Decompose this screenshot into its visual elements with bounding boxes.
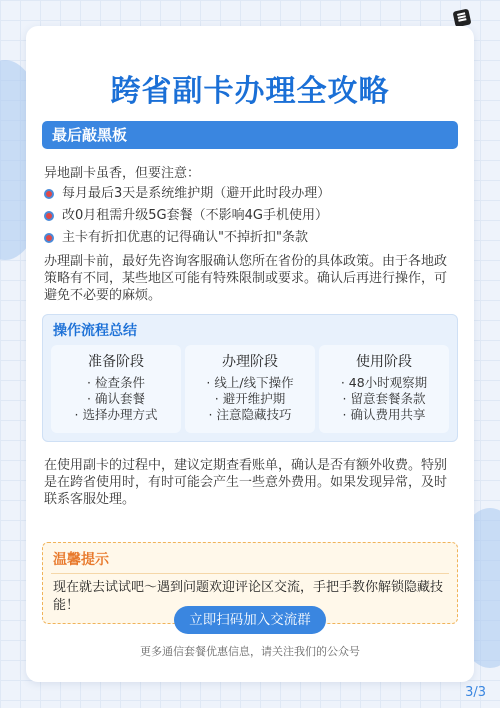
stage-step: · 线上/线下操作	[206, 375, 294, 390]
stage-step: · 选择办理方式	[74, 407, 158, 422]
list-item	[44, 183, 330, 205]
footer-note: 更多通信套餐优惠信息，请关注我们的公众号	[140, 645, 360, 658]
stage-step: · 48小时观察期	[340, 375, 428, 390]
section-heading: 最后敲黑板	[42, 121, 458, 149]
stage-name: 使用阶段	[356, 354, 412, 370]
stage-name: 准备阶段	[88, 354, 144, 370]
page-number: 3/3	[465, 685, 486, 700]
usage-paragraph: 在使用副卡的过程中，建议定期查看账单，确认是否有额外收费。特别是在跨省使用时，有时可能会产生一些意外费用。如果发现异常，及时联系客服处理。	[44, 458, 448, 507]
bullet-icon	[44, 189, 54, 199]
bullet-icon	[44, 233, 54, 243]
content-card	[26, 26, 474, 682]
list-item-text: 改0月租需升级5G套餐（不影响4G手机使用）	[62, 208, 328, 223]
process-summary-title: 操作流程总结	[53, 323, 137, 339]
stage-use	[319, 345, 449, 433]
bullet-icon	[44, 211, 54, 221]
stage-prepare	[51, 345, 181, 433]
stage-step: · 避开维护期	[214, 391, 286, 406]
list-item-text: 主卡有折扣优惠的记得确认"不掉折扣"条款	[62, 230, 308, 245]
stage-step: · 注意隐藏技巧	[208, 407, 292, 422]
page-title: 跨省副卡办理全攻略	[110, 74, 390, 109]
list-item-text: 每月最后3天是系统维护期（避开此时段办理）	[62, 186, 331, 201]
list-item	[44, 205, 330, 227]
stage-step: · 确认套餐	[87, 391, 145, 406]
process-summary	[42, 314, 458, 442]
tip-title: 温馨提示	[53, 552, 109, 568]
advice-paragraph: 办理副卡前，最好先咨询客服确认您所在省份的具体政策。由于各地政策略有不同，某些地区可能有特殊限制或要求。确认后再进行操作，可避免不必要的麻烦。	[44, 254, 448, 303]
join-group-button[interactable]: 立即扫码加入交流群	[174, 606, 326, 634]
intro-text: 异地副卡虽香，但要注意：	[44, 166, 201, 181]
stage-step: · 确认费用共享	[342, 407, 426, 422]
notice-list	[44, 183, 330, 249]
stage-name: 办理阶段	[222, 354, 278, 370]
document-icon	[453, 9, 472, 28]
tip-text: 现在就去试试吧～遇到问题欢迎评论区交流，手把手教你解锁隐藏技能！	[53, 580, 444, 613]
list-item	[44, 227, 330, 249]
stage-step: · 留意套餐条款	[342, 391, 426, 406]
divider	[51, 573, 449, 574]
stage-step: · 检查条件	[87, 375, 145, 390]
stage-process	[185, 345, 315, 433]
